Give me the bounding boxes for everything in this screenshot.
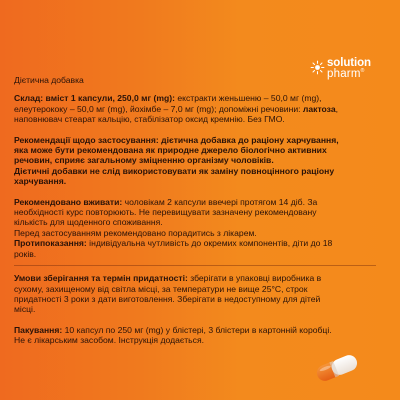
dosage-section: [14, 197, 340, 228]
brand-registered-mark: ®: [360, 68, 365, 75]
usage-recommendation-label: Рекомендації щодо застосування:: [14, 134, 159, 145]
storage-text: зберігати в упаковці виробника в сухому, захищеному від світла місці, за температури не вище 25°С, строк придатності 3 роки з дати виготовлення. Зберігати в недоступному для дітей місці.: [14, 273, 322, 315]
dosage-label: Рекомендовано вживати:: [14, 196, 123, 207]
composition-text: екстракти женьшеню – 50,0 мг (mg), елеутерококу – 50,0 мг (mg), йохімбе – 7,0 мг (mg); допоміжні речовини:: [14, 93, 322, 114]
section-divider: [14, 265, 376, 266]
storage-section: [14, 273, 340, 315]
composition-label: Склад:: [14, 93, 44, 104]
dosage-note: Перед застосуванням рекомендовано порадитись з лікарем.: [14, 227, 257, 238]
document-title: Дієтична добавка: [14, 75, 84, 85]
brand-word-pharm-text: pharm: [327, 67, 361, 80]
contraindications-section: [14, 238, 340, 259]
packaging-text: 10 капсул по 250 мг (mg) у блістері, 3 блістери в картонній коробці. Не є лікарським засобом. Інструкція додається.: [14, 324, 332, 346]
contraindications-text: індивідуальна чутливість до окремих компонентів, діти до 18 років.: [14, 238, 333, 259]
spacer: [14, 187, 340, 197]
spacer: [14, 125, 340, 135]
packaging-section: [14, 325, 340, 346]
brand-word-solution: solution: [327, 57, 371, 69]
usage-recommendation-text: дієтична добавка до раціону харчування, яка може бути рекомендована як природне джерело біологічно активних речовин, сприяє загальному зміцненню організму чоловіків.: [14, 134, 339, 166]
spacer: [14, 315, 340, 325]
composition-section: [14, 93, 340, 124]
composition-intro: вміст 1 капсули, 250,0 мг (mg):: [43, 93, 175, 104]
composition-lactose: лактоза: [302, 103, 336, 114]
leaflet-text: [14, 75, 340, 346]
contraindications-label: Протипоказання:: [14, 238, 87, 249]
dosage-text: чоловікам 2 капсули ввечері протягом 14 діб. За необхідності курс повторюють. Не перевищувати зазначену рекомендовану кількість для щоденного споживання.: [14, 196, 318, 228]
capsule-icon: [310, 350, 364, 386]
usage-recommendation-section: [14, 135, 340, 166]
storage-label: Умови зберігання та термін придатності:: [14, 273, 188, 284]
composition-text-end: , наповнювач стеарат кальцію, стабілізатор оксид кремнію. Без ГМО.: [14, 103, 339, 125]
sun-icon: [310, 60, 325, 75]
packaging-label: Пакування:: [14, 324, 63, 335]
warning-text: Дієтичні добавки не слід використовувати як заміну повноцінного раціону харчування.: [14, 165, 335, 187]
